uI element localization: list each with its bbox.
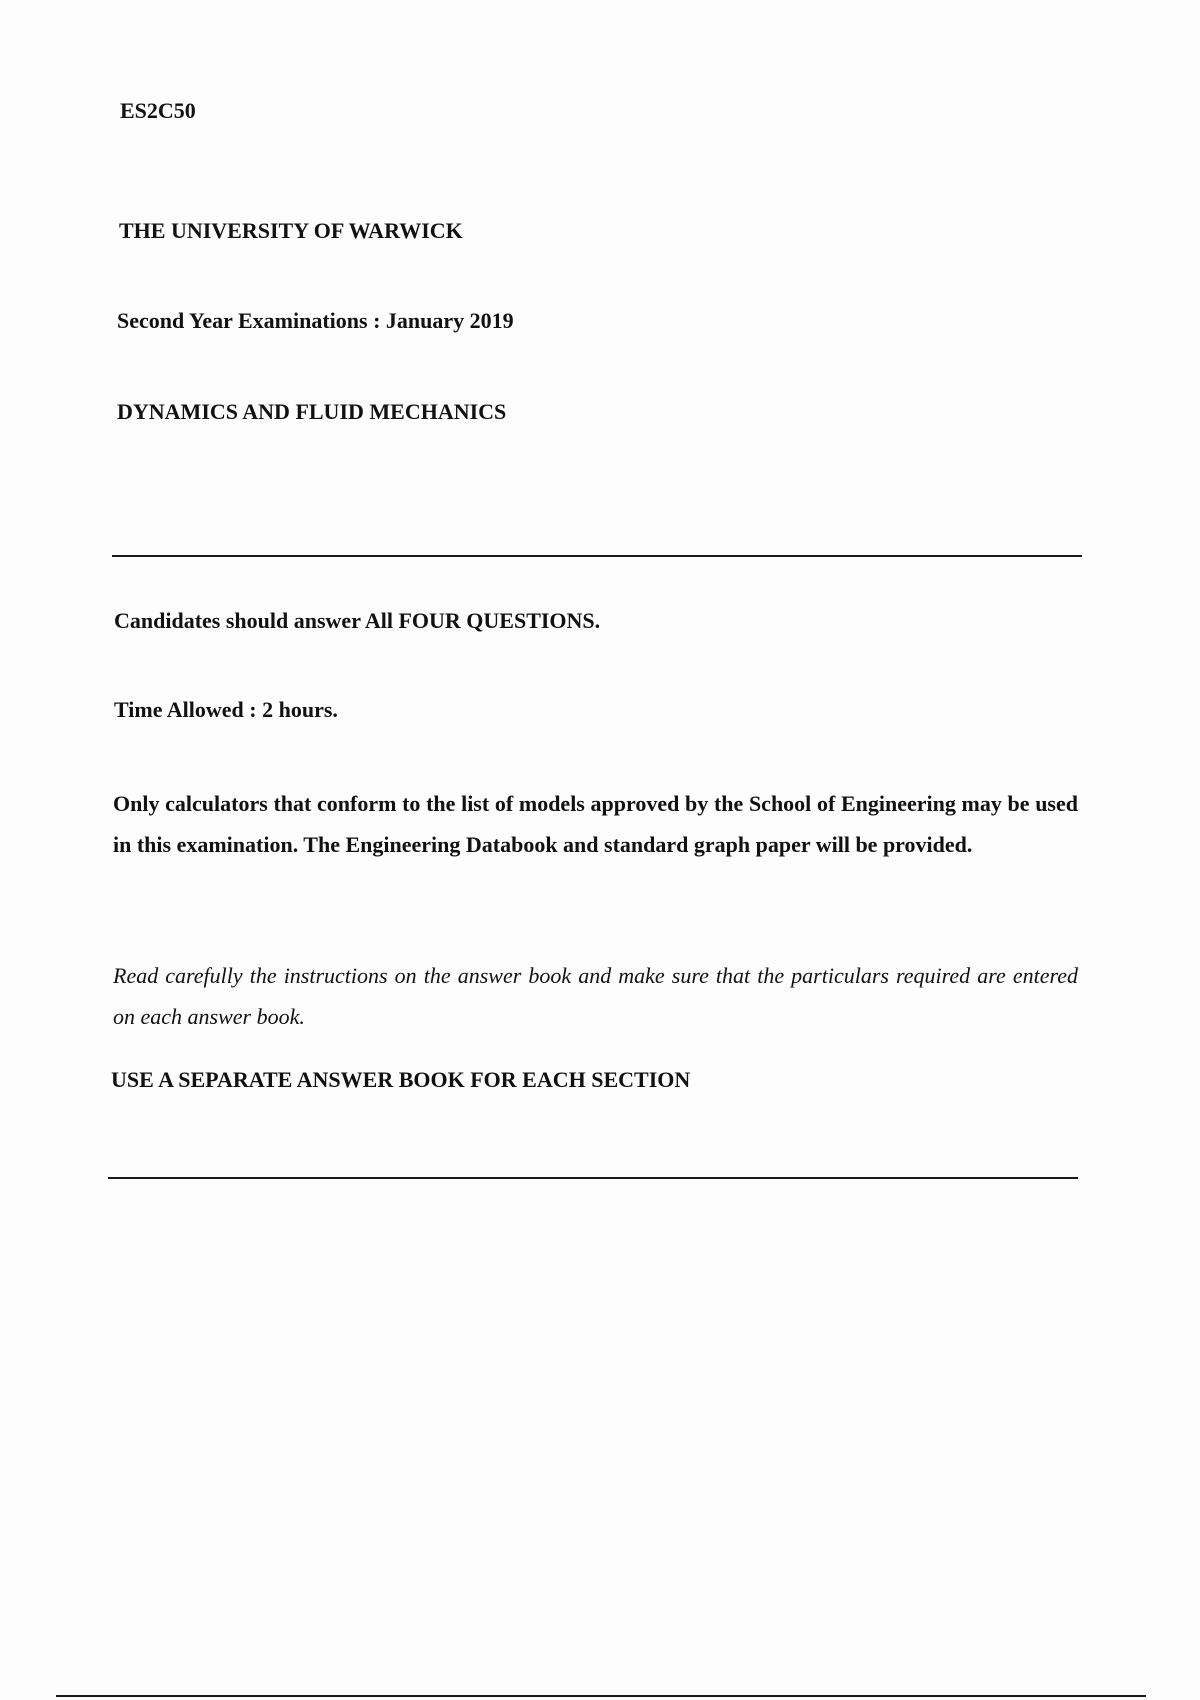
module-title: DYNAMICS AND FLUID MECHANICS — [117, 399, 507, 424]
divider-bottom — [108, 1177, 1078, 1179]
candidates-instruction: Candidates should answer All FOUR QUESTIONS. — [114, 608, 601, 633]
footer-rule — [56, 1695, 1146, 1697]
separate-answer-book-instruction: USE A SEPARATE ANSWER BOOK FOR EACH SECTION — [111, 1067, 691, 1092]
exam-session: Second Year Examinations : January 2019 — [117, 308, 514, 333]
calculator-policy: Only calculators that conform to the list of models approved by the School of Engineering may be used in this examination. The Engineering Databook and standard graph paper will be provided. — [113, 791, 1078, 857]
time-allowed: Time Allowed : 2 hours. — [114, 697, 338, 722]
divider-top — [112, 555, 1082, 557]
course-code: ES2C50 — [120, 98, 196, 123]
university-name: THE UNIVERSITY OF WARWICK — [119, 218, 463, 243]
answer-book-note: Read carefully the instructions on the answer book and make sure that the particulars required are entered on each answer book. — [113, 963, 1078, 1029]
